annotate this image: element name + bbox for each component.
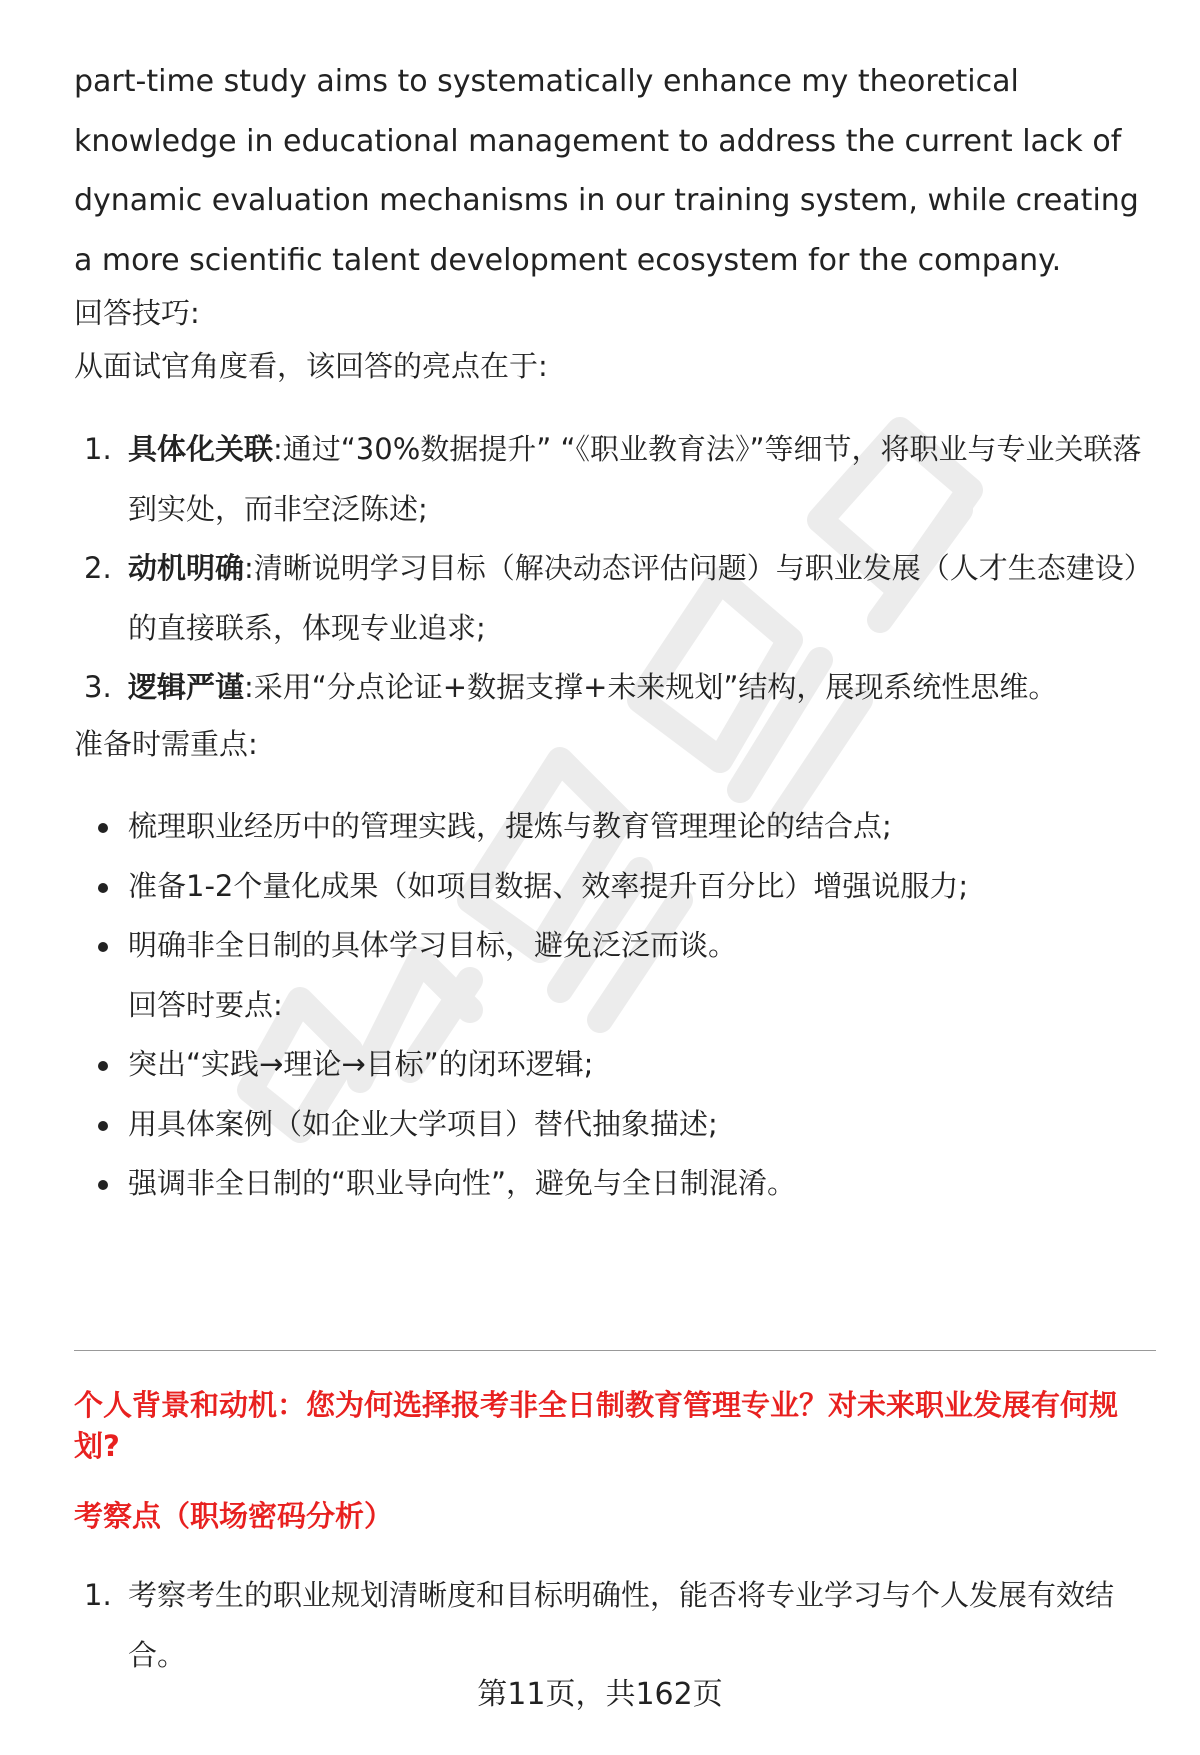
list-item bbox=[74, 797, 1156, 857]
list-item bbox=[74, 1035, 1156, 1095]
answer-item-text: 强调非全日制的“职业导向性”，避免与全日制混淆。 bbox=[128, 1166, 797, 1200]
highlight-text: :通过“30%数据提升” “《职业教育法》”等细节，将职业与专业关联落到实处，而非空泛陈述; bbox=[128, 432, 1142, 526]
list-item bbox=[74, 1154, 1156, 1214]
list-number: 2. bbox=[84, 551, 112, 585]
highlight-term: 逻辑严谨 bbox=[128, 670, 245, 704]
prep-item-text: 准备1-2个量化成果（如项目数据、效率提升百分比）增强说服力; bbox=[128, 868, 969, 903]
bullet-icon bbox=[98, 883, 108, 893]
bullet-icon bbox=[98, 823, 108, 833]
bullet-icon bbox=[98, 942, 108, 952]
list-item bbox=[74, 1095, 1156, 1155]
list-number: 3. bbox=[84, 670, 112, 704]
section-divider bbox=[74, 1350, 1156, 1351]
tips-label: 回答技巧: bbox=[74, 296, 200, 330]
list-number: 1. bbox=[84, 1578, 112, 1612]
list-number: 1. bbox=[84, 432, 112, 466]
list-item bbox=[74, 857, 1156, 917]
answer-item-text: 用具体案例（如企业大学项目）替代抽象描述; bbox=[128, 1106, 718, 1141]
list-item bbox=[74, 916, 1156, 976]
list-item bbox=[74, 539, 1156, 658]
list-item bbox=[74, 1566, 1156, 1685]
prep-label: 准备时需重点: bbox=[74, 727, 258, 761]
answer-label: 回答时要点: bbox=[128, 987, 283, 1022]
highlights-list bbox=[74, 420, 1156, 718]
bullet-icon bbox=[98, 1180, 108, 1190]
prep-item-text: 梳理职业经历中的管理实践，提炼与教育管理理论的结合点; bbox=[128, 809, 892, 843]
bullet-icon bbox=[98, 1121, 108, 1131]
highlight-term: 动机明确 bbox=[128, 551, 245, 585]
analysis-heading: 考察点（职场密码分析） bbox=[74, 1499, 394, 1533]
page-footer: 第11页，共162页 bbox=[477, 1677, 723, 1712]
highlight-text: :采用“分点论证+数据支撑+未来规划”结构，展现系统性思维。 bbox=[244, 670, 1058, 704]
highlight-term: 具体化关联 bbox=[128, 432, 274, 466]
bullet-icon bbox=[98, 1061, 108, 1071]
prep-item-text: 明确非全日制的具体学习目标，避免泛泛而谈。 bbox=[128, 928, 738, 962]
intro-paragraph: part-time study aims to systematically enhance my theoretical knowledge in educational management to address the current lack of dynamic evaluation mechanisms in our training system, while creating a more scientific talent development ecosystem for the company. bbox=[74, 64, 1139, 278]
analysis-list bbox=[74, 1566, 1156, 1685]
tips-subtitle: 从面试官角度看，该回答的亮点在于: bbox=[74, 349, 548, 383]
list-item bbox=[74, 658, 1156, 718]
prep-list bbox=[74, 797, 1156, 1214]
highlight-text: :清晰说明学习目标（解决动态评估问题）与职业发展（人才生态建设）的直接联系，体现专业追求; bbox=[128, 551, 1153, 645]
question-heading: 个人背景和动机：您为何选择报考非全日制教育管理专业？对未来职业发展有何规划? bbox=[74, 1388, 1119, 1463]
list-item bbox=[74, 420, 1156, 539]
analysis-item-text: 考察考生的职业规划清晰度和目标明确性，能否将专业学习与个人发展有效结合。 bbox=[128, 1578, 1115, 1672]
answer-item-text: 突出“实践→理论→目标”的闭环逻辑; bbox=[128, 1047, 594, 1081]
